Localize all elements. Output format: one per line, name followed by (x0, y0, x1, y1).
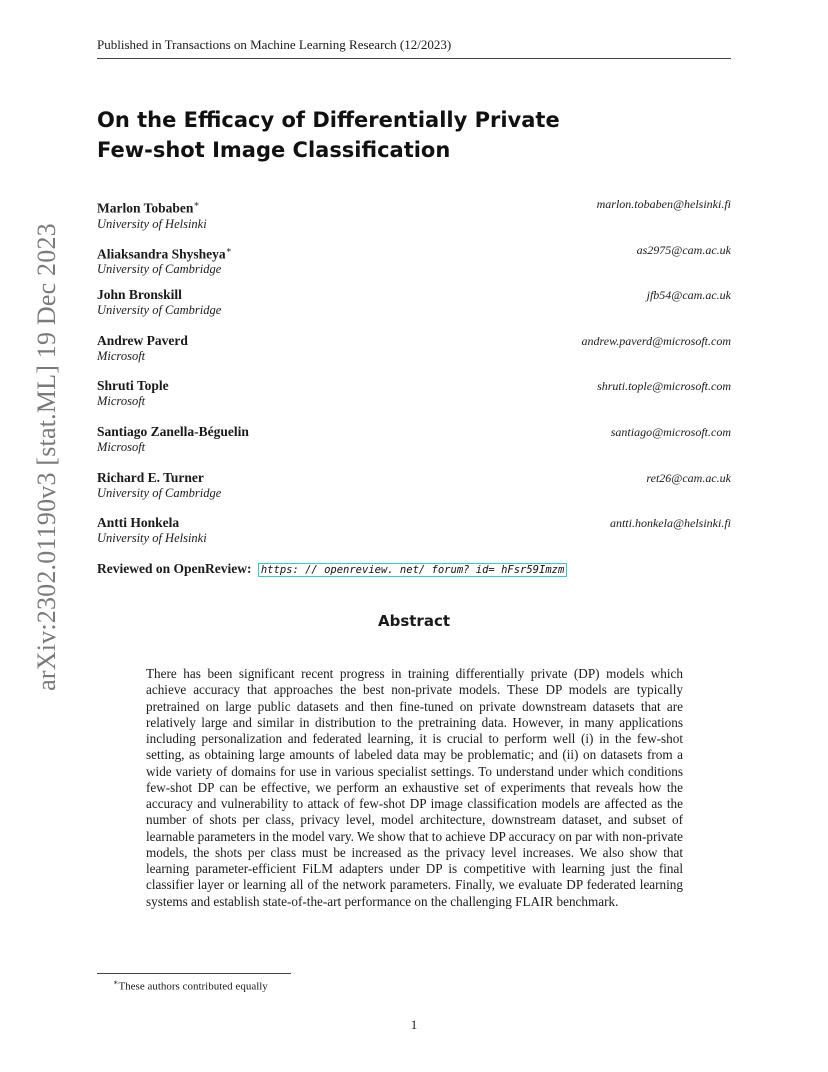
author-name: Richard E. Turner (97, 469, 204, 485)
author-name: Andrew Paverd (97, 332, 188, 348)
author-entry (97, 515, 731, 561)
footnote-text: These authors contributed equally (118, 980, 268, 993)
author-entry (97, 287, 731, 333)
author-email: antti.honkela@helsinki.fi (609, 516, 731, 531)
author-affiliation: Microsoft (97, 439, 146, 454)
paper-title-line-2: Few-shot Image Classification (97, 138, 451, 162)
author-affiliation: University of Cambridge (97, 262, 222, 277)
author-email: andrew.paverd@microsoft.com (581, 333, 731, 348)
author-affiliation: University of Helsinki (97, 216, 207, 231)
arxiv-stamp (32, 223, 61, 691)
author-name: Shruti Tople (97, 378, 169, 394)
author-entry (97, 242, 731, 288)
equal-contribution-mark: ∗ (225, 244, 232, 255)
author-email: shruti.tople@microsoft.com (597, 379, 731, 394)
author-name: John Bronskill (97, 287, 182, 303)
author-email: ret26@cam.ac.uk (646, 470, 731, 485)
abstract-text: There has been significant recent progress in training differentially private (DP) models which achieve accuracy that approaches the best non-private models. These DP models are typically pretrained on large public datasets and then fine-tuned on private downstream datasets that are relatively large and similar in distribution to the pretraining data. However, in many applications including personalization and federated learning, it is crucial to perform well (i) in the few-shot setting, as obtaining large amounts of labeled data may be problematic; and (ii) on datasets from a wide variety of domains for use in various specialist settings. To understand under which conditions few-shot DP can be effective, we perform an exhaustive set of experiments that reveals how the accuracy and vulnerability to attack of few-shot DP image classification models are affected as the number of shots per class, privacy level, model architecture, downstream dataset, and subset of learnable parameters in the model vary. We show that to achieve DP accuracy on par with non-private models, the shots per class must be increased as the privacy level increases. We also show that learning parameter-efficient FiLM adapters under DP is competitive with learning just the final classifier layer or learning all of the network parameters. Finally, we evaluate DP federated learning systems and establish state-of-the-art performance on the challenging FLAIR benchmark. (146, 666, 683, 909)
page-number: 1 (410, 1017, 418, 1032)
arxiv-identifier[interactable]: arXiv:2302.01190v3 [stat.ML] 19 Dec 2023 (32, 223, 61, 691)
author-entry (97, 470, 731, 516)
openreview-link[interactable]: https: // openreview. net/ forum? id= hFsr59Imzm (258, 563, 567, 577)
author-entry (97, 378, 731, 424)
author-name: Antti Honkela (97, 515, 180, 531)
author-email: marlon.tobaben@helsinki.fi (596, 197, 731, 211)
author-affiliation: University of Cambridge (97, 485, 222, 500)
author-affiliation: Microsoft (97, 348, 146, 363)
footnote-mark: ∗ (113, 978, 119, 987)
running-header: Published in Transactions on Machine Learning Research (12/2023) (97, 37, 731, 59)
author-entry (97, 424, 731, 470)
author-email: jfb54@cam.ac.uk (646, 288, 731, 303)
author-email: santiago@microsoft.com (610, 424, 731, 439)
paper-title (97, 105, 657, 165)
author-affiliation: University of Helsinki (97, 531, 207, 546)
footnote-rule (97, 973, 291, 974)
paper-title-line-1: On the Efficacy of Differentially Private (97, 108, 560, 132)
author-name: Marlon Tobaben∗ (97, 199, 200, 216)
author-entry (97, 333, 731, 379)
abstract-heading: Abstract (377, 612, 451, 630)
author-list (97, 196, 731, 561)
author-email: as2975@cam.ac.uk (636, 242, 731, 257)
footnote (113, 978, 268, 993)
review-label: Reviewed on OpenReview: (97, 561, 252, 576)
author-affiliation: Microsoft (97, 394, 146, 409)
author-name: Santiago Zanella-Béguelin (97, 423, 249, 439)
author-affiliation: University of Cambridge (97, 303, 222, 318)
author-entry (97, 196, 731, 242)
review-line (97, 561, 567, 577)
equal-contribution-mark: ∗ (193, 199, 200, 209)
author-name: Aliaksandra Shysheya∗ (97, 244, 232, 262)
